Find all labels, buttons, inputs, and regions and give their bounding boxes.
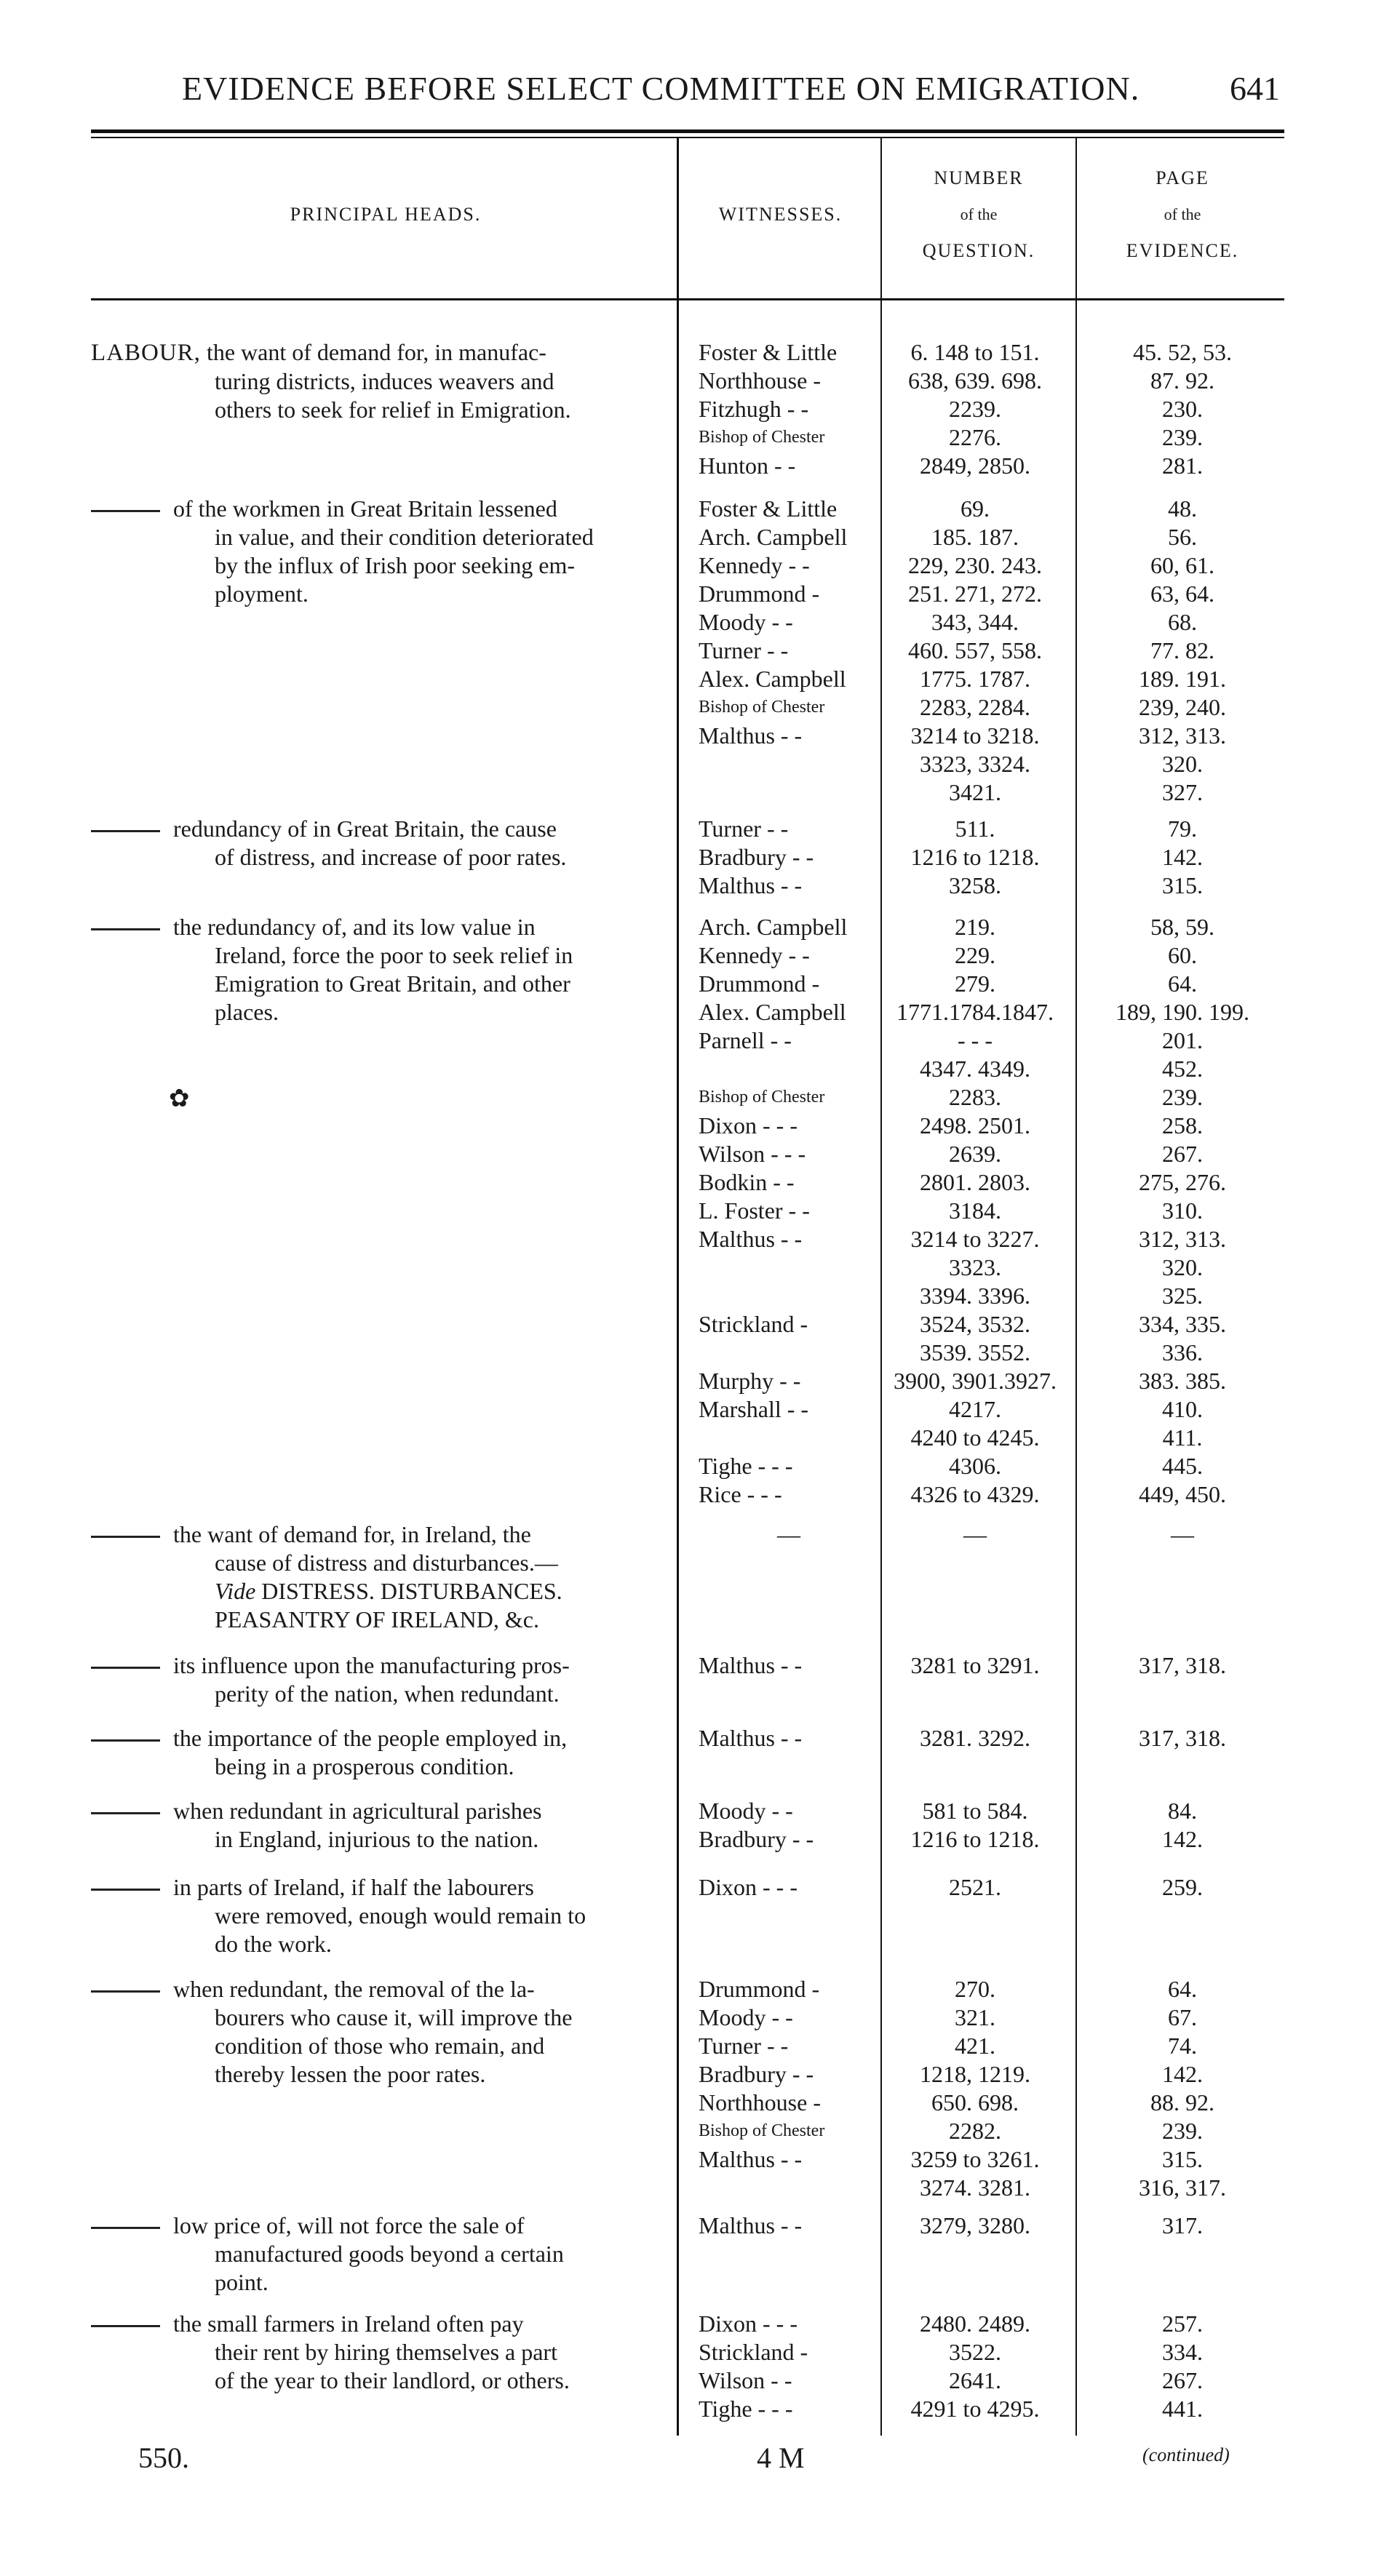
question-number: 2639. [949,1141,1001,1167]
evidence-page: 230. [1162,396,1203,422]
column-heads-label: PRINCIPAL HEADS. [290,204,482,225]
entry-head [91,1520,673,1634]
entry-head-line: in value, and their condition deteriorated [215,524,594,550]
question-number: 3214 to 3227. [910,1226,1040,1252]
entry-head-line: others to seek for relief in Emigration. [215,396,571,423]
evidence-page: 259. [1162,1874,1203,1900]
evidence-page: 189, 190. 199. [1115,999,1249,1025]
witness-name: Drummond - [699,581,820,607]
evidence-page: 142. [1162,1826,1203,1852]
evidence-page: 58, 59. [1150,914,1214,940]
entry-head-line: in parts of Ireland, if half the labourers [91,1873,673,1902]
witness-name: Rice - - - [699,1481,782,1507]
evidence-page: 315. [1162,872,1203,898]
evidence-page: 63, 64. [1150,581,1214,607]
entry-head [91,1651,673,1708]
evidence-page: 239. [1162,1084,1203,1110]
witness-name: Malthus - - [699,722,803,749]
evidence-page: 317. [1162,2212,1203,2238]
header-bottom-rule [91,298,1284,300]
evidence-page: 88. 92. [1150,2089,1214,2116]
witness-name: Dixon - - - [699,1874,798,1900]
entry-cross-reference-2: PEASANTRY OF IRELAND, &c. [215,1606,539,1632]
evidence-page: 74. [1168,2033,1197,2059]
witness-name: Kennedy - - [699,552,810,578]
question-number: 219. [955,914,995,940]
column-witnesses-label: WITNESSES. [718,204,843,225]
witness-name: Alex. Campbell [699,999,846,1025]
witness-name: Bishop of Chester [699,698,825,717]
entry-head-line: the redundancy of, and its low value in [91,913,673,941]
entry-head-line: cause of distress and disturbances.— [215,1550,558,1576]
question-number: 3281 to 3291. [910,1652,1040,1678]
question-number: 3421. [949,779,1001,805]
evidence-page: 441. [1162,2396,1203,2422]
evidence-page: 320. [1162,751,1203,777]
entry-head-line: the want of demand for, in Ireland, the [91,1520,673,1549]
witness-name: Moody - - [699,1798,793,1824]
witness-name: Turner - - [699,2033,789,2059]
witness-name: Malthus - - [699,1652,803,1678]
witness-name: Moody - - [699,2004,793,2030]
evidence-page: 239, 240. [1139,694,1226,720]
witness-name: Kennedy - - [699,942,810,968]
question-number: 1218, 1219. [920,2061,1030,2087]
witness-name: Marshall - - [699,1396,809,1422]
evidence-page: 410. [1162,1396,1203,1422]
witness-name: Wilson - - - [699,1141,806,1167]
footer-continued: (continued) [1142,2444,1230,2465]
question-number: 460. 557, 558. [908,637,1042,663]
entry-head-line: do the work. [215,1931,332,1957]
witness-name: Alex. Campbell [699,666,846,692]
question-number: 1216 to 1218. [910,1826,1040,1852]
witness-name: Hunton - - [699,452,796,479]
evidence-page: 56. [1168,524,1197,550]
evidence-page: 84. [1168,1798,1197,1824]
evidence-page: 275, 276. [1139,1169,1226,1195]
entry-head [91,1873,673,1958]
entry-head-line: turing districts, induces weavers and [215,368,554,394]
entry-dash [91,928,160,930]
question-number: 511. [955,816,995,842]
question-number: 421. [955,2033,995,2059]
evidence-page: 281. [1162,452,1203,479]
question-number: 229. [955,942,995,968]
witness-name: Bishop of Chester [699,428,825,447]
entry-head-line: its influence upon the manufacturing pros- [91,1651,673,1680]
evidence-page: 257. [1162,2310,1203,2337]
entry-head-line: being in a prosperous condition. [215,1753,514,1779]
evidence-page: 67. [1168,2004,1197,2030]
evidence-page: 310. [1162,1197,1203,1224]
entry-head-line: in England, injurious to the nation. [215,1826,539,1852]
column-number-line1: NUMBER [934,167,1024,188]
evidence-page: — [1171,1521,1194,1547]
entry-head-line: manufactured goods beyond a certain [215,2241,564,2267]
question-number: 3258. [949,872,1001,898]
entry-head-line: redundancy of in Great Britain, the cause [91,815,673,843]
entry-head-line: were removed, enough would remain to [215,1902,586,1929]
question-number: 2276. [949,424,1001,450]
entry-head-line: Emigration to Great Britain, and other [215,970,570,997]
question-number: 2283. [949,1084,1001,1110]
witness-name: Northhouse - [699,2089,821,2116]
entry-head-line: by the influx of Irish poor seeking em- [215,552,575,578]
question-number: 3279, 3280. [920,2212,1030,2238]
evidence-page: 142. [1162,844,1203,870]
evidence-page: 239. [1162,424,1203,450]
column-header-number [882,160,1075,269]
witness-name: Foster & Little [699,495,838,522]
entry-head-line: of distress, and increase of poor rates. [215,844,567,870]
entry-dash [91,510,160,512]
column-page-line2: of the [1164,205,1201,223]
question-number: 3184. [949,1197,1001,1224]
column-header-witnesses [680,196,880,233]
witness-name: Malthus - - [699,872,803,898]
entry-head-line: thereby lessen the poor rates. [215,2061,486,2087]
evidence-page: 79. [1168,816,1197,842]
question-number: 3900, 3901.3927. [894,1368,1057,1394]
witness-name: Dixon - - - [699,2310,798,2337]
question-number: 4291 to 4295. [910,2396,1040,2422]
witness-name: Northhouse - [699,367,821,394]
witness-name: Bodkin - - [699,1169,795,1195]
entry-head-line: their rent by hiring themselves a part [215,2339,557,2365]
evidence-page: 317, 318. [1139,1725,1226,1751]
column-page-line1: PAGE [1156,167,1209,188]
top-thin-rule [91,137,1284,138]
witness-name: Drummond - [699,1976,820,2002]
evidence-page: 64. [1168,970,1197,997]
question-number: 2498. 2501. [920,1112,1030,1139]
entry-head [91,2310,673,2395]
question-number: 3274. 3281. [920,2174,1030,2201]
witness-name: Bishop of Chester [699,1088,825,1106]
evidence-page: 312, 313. [1139,722,1226,749]
column-divider-1 [677,137,679,2436]
evidence-page: 68. [1168,609,1197,635]
evidence-page: 258. [1162,1112,1203,1139]
entry-head-line: condition of those who remain, and [215,2033,545,2059]
entry-head [91,1975,673,2089]
evidence-page: 60, 61. [1150,552,1214,578]
evidence-page: 334. [1162,2339,1203,2365]
evidence-page: 60. [1168,942,1197,968]
question-number: 638, 639. 698. [908,367,1042,394]
question-number: 2239. [949,396,1001,422]
question-number: 69. [961,495,990,522]
witness-name: Strickland - [699,2339,808,2365]
evidence-page: 411. [1162,1424,1203,1451]
entry-head-line: when redundant, the removal of the la- [91,1975,673,2003]
question-number: 1771.1784.1847. [896,999,1054,1025]
witness-name: Bradbury - - [699,844,814,870]
evidence-page: 267. [1162,2367,1203,2393]
entry-dash [91,1667,160,1669]
entry-head [91,815,673,872]
entry-head-line: when redundant in agricultural parishes [91,1797,673,1825]
entry-dash [91,1990,160,1993]
evidence-page: 312, 313. [1139,1226,1226,1252]
question-number: 2480. 2489. [920,2310,1030,2337]
footer-sheet-mark: 4 M [757,2441,805,2474]
page-number: 641 [1230,70,1280,107]
witness-name: Malthus - - [699,1725,803,1751]
entry-dash [91,1739,160,1742]
question-number: 3524, 3532. [920,1311,1030,1337]
entry-head-line: the importance of the people employed in, [91,1724,673,1752]
witness-name: Arch. Campbell [699,914,848,940]
evidence-page: 445. [1162,1453,1203,1479]
question-number: 3394. 3396. [920,1283,1030,1309]
question-number: 3259 to 3261. [910,2146,1040,2172]
witness-name: Drummond - [699,970,820,997]
question-number: 2282. [949,2118,1001,2144]
witness-name: Wilson - - [699,2367,792,2393]
witness-name: Tighe - - - [699,2396,793,2422]
entry-head-line: the small farmers in Ireland often pay [91,2310,673,2338]
entry-head [91,913,673,1026]
question-number: 650. 698. [931,2089,1019,2116]
entry-dash [91,830,160,832]
question-number: 229, 230. 243. [908,552,1042,578]
evidence-page: 77. 82. [1150,637,1214,663]
column-number-line3: QUESTION. [922,240,1035,261]
question-number: 2521. [949,1874,1001,1900]
entry-head-line: places. [215,999,279,1025]
witness-name: Parnell - - [699,1027,792,1053]
entry-dash [91,1889,160,1891]
evidence-page: 315. [1162,2146,1203,2172]
evidence-page: 325. [1162,1283,1203,1309]
question-number: 581 to 584. [922,1798,1028,1824]
witness-name: Arch. Campbell [699,524,848,550]
question-number: 4326 to 4329. [910,1481,1040,1507]
evidence-page: 45. 52, 53. [1133,339,1232,365]
question-number: 2283, 2284. [920,694,1030,720]
question-number: 321. [955,2004,995,2030]
witness-name: Turner - - [699,637,789,663]
evidence-page: 336. [1162,1339,1203,1365]
cross-reference-vide: Vide [215,1578,256,1604]
question-number: 4240 to 4245. [910,1424,1040,1451]
entry-head-line: ployment. [215,581,309,607]
entry-head-line: of the year to their landlord, or others. [215,2367,570,2393]
question-number: 279. [955,970,995,997]
entry-head [91,1797,673,1854]
question-number: 2849, 2850. [920,452,1030,479]
entry-head-line: of the workmen in Great Britain lessened [91,495,673,523]
question-number: 3281. 3292. [920,1725,1030,1751]
evidence-page: 334, 335. [1139,1311,1226,1337]
witness-name: Bradbury - - [699,2061,814,2087]
evidence-page: 189. 191. [1139,666,1226,692]
question-number: 3214 to 3218. [910,722,1040,749]
evidence-page: 317, 318. [1139,1652,1226,1678]
question-number: 3522. [949,2339,1001,2365]
entry-dash [91,1536,160,1538]
witness-name: Malthus - - [699,2212,803,2238]
column-number-line2: of the [960,205,998,223]
running-head [0,0,1384,107]
entry-head-line: point. [215,2269,269,2295]
question-number: 251. 271, 272. [908,581,1042,607]
question-number: 3539. 3552. [920,1339,1030,1365]
entry-head-line: Ireland, force the poor to seek relief in [215,942,573,968]
question-number: 3323. [949,1254,1001,1280]
evidence-page: 267. [1162,1141,1203,1167]
witness-name: Fitzhugh - - [699,396,809,422]
evidence-page: 320. [1162,1254,1203,1280]
question-number: 4347. 4349. [920,1056,1030,1082]
entry-head [91,495,673,608]
question-number: 2641. [949,2367,1001,2393]
witness-name: — [777,1521,800,1547]
evidence-page: 201. [1162,1027,1203,1053]
entry-head [91,338,673,424]
evidence-page: 383. 385. [1139,1368,1226,1394]
question-number: - - - [958,1027,993,1053]
question-number: 3323, 3324. [920,751,1030,777]
column-page-line3: EVIDENCE. [1126,240,1239,261]
witness-name: Dixon - - - [699,1112,798,1139]
witness-name: Foster & Little [699,339,838,365]
evidence-page: 48. [1168,495,1197,522]
question-number: 4306. [949,1453,1001,1479]
top-double-rule [91,129,1284,133]
witness-name: L. Foster - - [699,1197,810,1224]
column-header-page [1077,160,1288,269]
witness-name: Moody - - [699,609,793,635]
column-header-heads [218,196,553,233]
printers-mark-icon: ✿ [169,1085,190,1112]
evidence-page: 327. [1162,779,1203,805]
question-number: 4217. [949,1396,1001,1422]
entry-head-line: perity of the nation, when redundant. [215,1680,560,1707]
entry-head-line: low price of, will not force the sale of [91,2212,673,2240]
footer-signature: 550. [138,2441,189,2474]
running-head-title: EVIDENCE BEFORE SELECT COMMITTEE ON EMIGRATION. [182,70,1140,107]
question-number: 270. [955,1976,995,2002]
witness-name: Turner - - [699,816,789,842]
witness-name: Strickland - [699,1311,808,1337]
entry-dash [91,2227,160,2229]
entry-cross-reference: Vide DISTRESS. DISTURBANCES. [215,1578,562,1604]
entry-lead: LABOUR, [91,340,201,366]
witness-name: Bishop of Chester [699,2121,825,2140]
question-number: — [963,1521,987,1547]
evidence-page: 316, 317. [1139,2174,1226,2201]
entry-head-line: LABOUR, the want of demand for, in manufac- [91,339,546,366]
question-number: 2801. 2803. [920,1169,1030,1195]
question-number: 185. 187. [931,524,1019,550]
witness-name: Bradbury - - [699,1826,814,1852]
entry-dash [91,1812,160,1814]
question-number: 1775. 1787. [920,666,1030,692]
entry-head-line: bourers who cause it, will improve the [215,2004,573,2030]
witness-name: Malthus - - [699,2146,803,2172]
evidence-page: 452. [1162,1056,1203,1082]
entry-dash [91,2325,160,2327]
witness-name: Malthus - - [699,1226,803,1252]
evidence-page: 449, 450. [1139,1481,1226,1507]
question-number: 343, 344. [931,609,1019,635]
question-number: 6. 148 to 151. [910,339,1040,365]
evidence-page: 64. [1168,1976,1197,2002]
witness-name: Tighe - - - [699,1453,793,1479]
evidence-page: 142. [1162,2061,1203,2087]
evidence-page: 239. [1162,2118,1203,2144]
entry-head [91,2212,673,2297]
evidence-page: 87. 92. [1150,367,1214,394]
question-number: 1216 to 1218. [910,844,1040,870]
witness-name: Murphy - - [699,1368,801,1394]
entry-head [91,1724,673,1781]
